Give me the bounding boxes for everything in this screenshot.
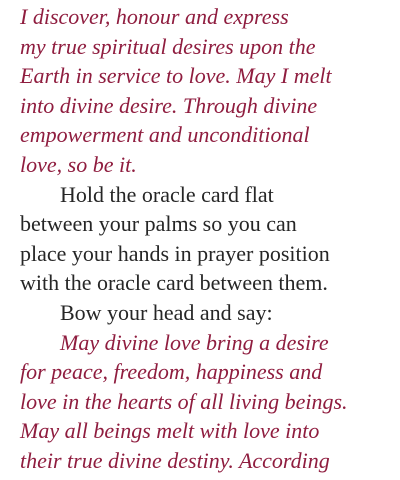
text-line: for peace, freedom, happiness and xyxy=(20,359,323,385)
text-line: I discover, honour and express xyxy=(20,4,289,29)
text-line: May all beings melt with love into xyxy=(20,418,320,444)
text-line: my true spiritual desires upon the xyxy=(20,33,316,59)
text-line: Earth in service to love. May I melt xyxy=(20,63,332,89)
text-line: love, so be it. xyxy=(20,151,137,177)
instruction-paragraph-2 xyxy=(20,298,400,328)
prayer-paragraph-1 xyxy=(20,2,400,180)
text-line: Bow your head and say: xyxy=(60,299,273,325)
instruction-paragraph-1 xyxy=(20,180,400,298)
text-line: May divine love bring a desire xyxy=(60,329,329,355)
text-line: place your hands in prayer position xyxy=(20,240,330,266)
text-line: with the oracle card between them. xyxy=(20,270,328,296)
text-line: between your palms so you can xyxy=(20,211,297,237)
text-line: their true divine destiny. According xyxy=(20,447,330,473)
text-line: into divine desire. Through divine xyxy=(20,92,318,118)
text-line: empowerment and unconditional xyxy=(20,122,310,148)
text-line: Hold the oracle card flat xyxy=(60,181,274,207)
text-line: love in the hearts of all living beings. xyxy=(20,388,348,414)
prayer-paragraph-2 xyxy=(20,328,400,476)
